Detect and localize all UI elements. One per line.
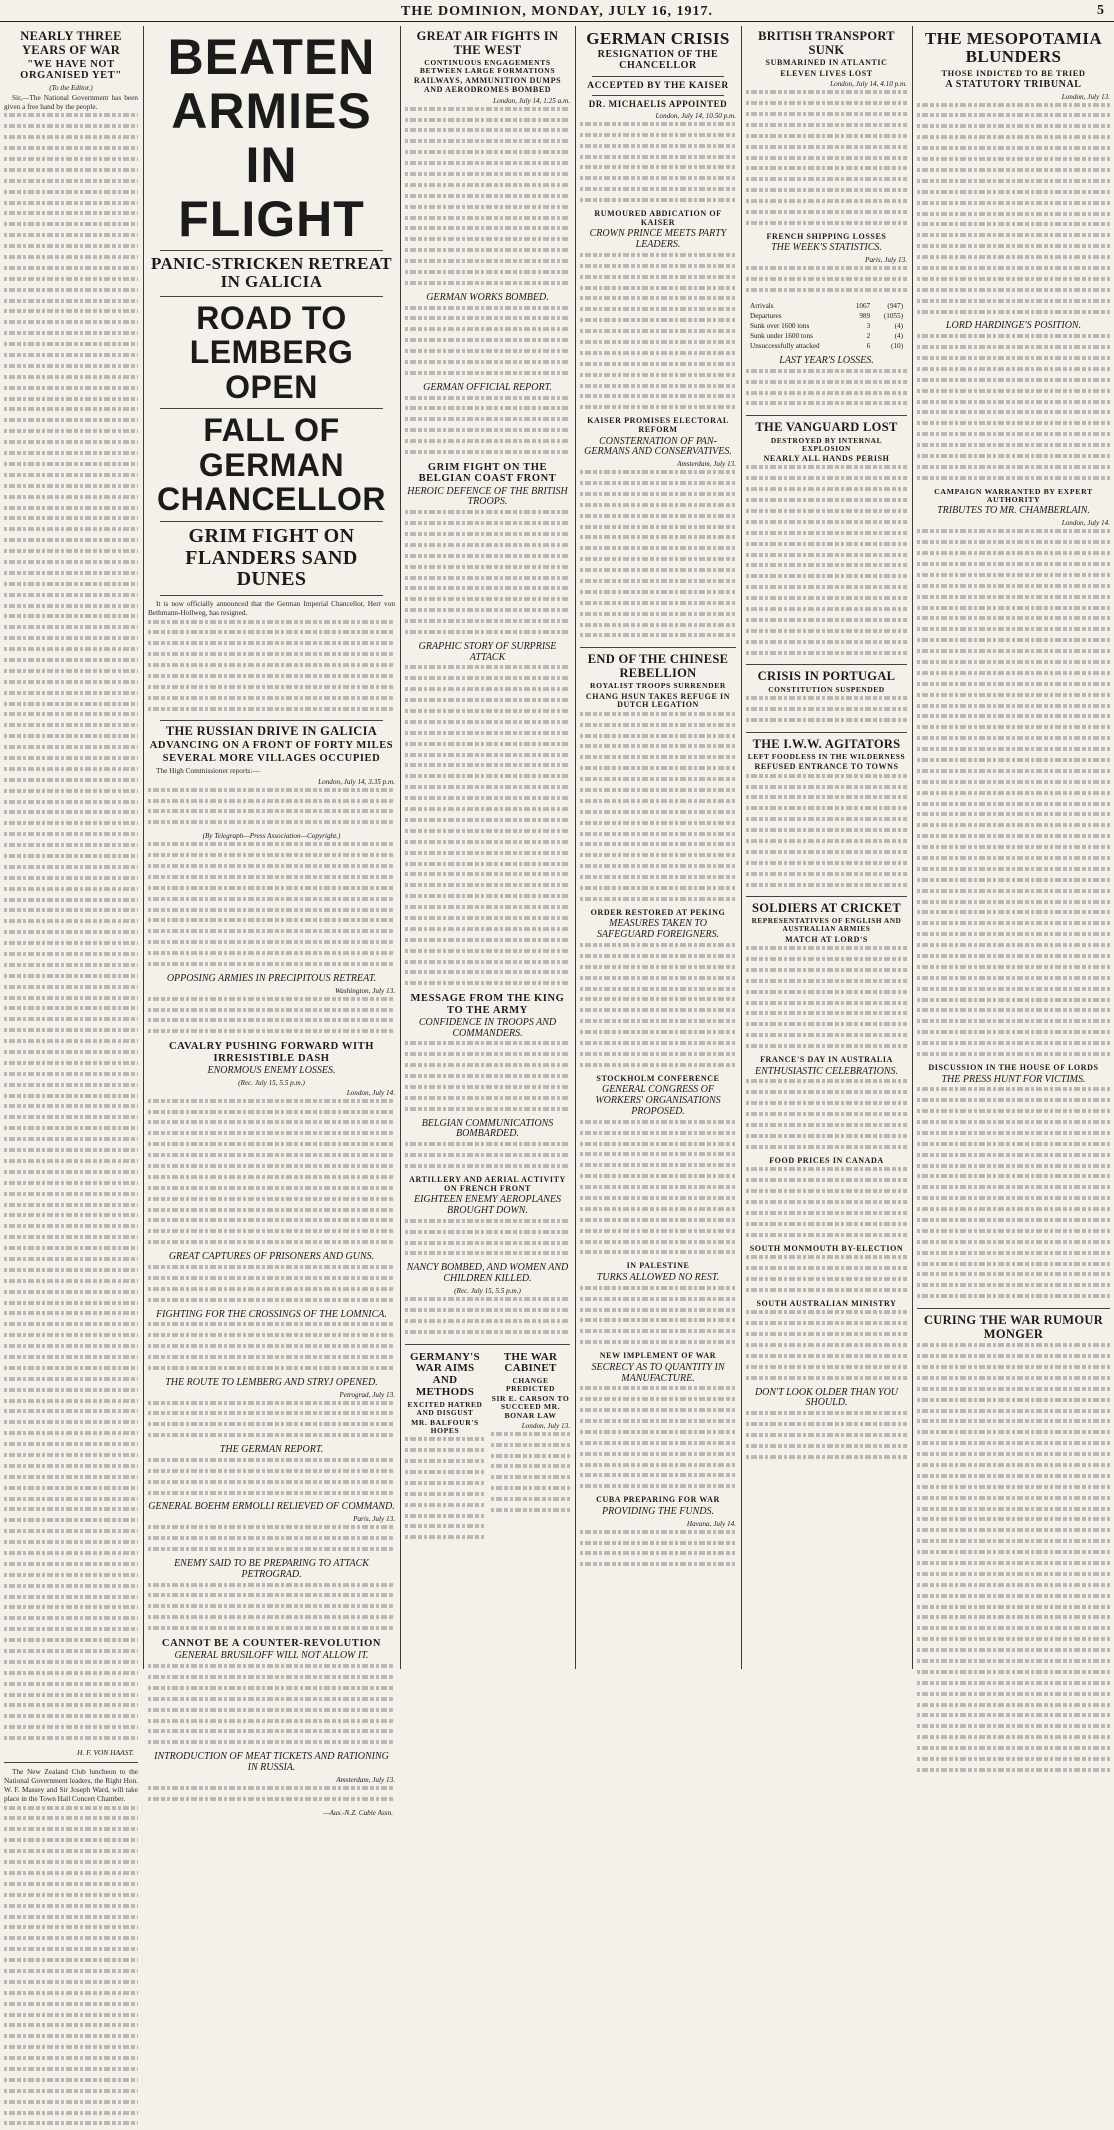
subheadline: ENEMY SAID TO BE PREPARING TO ATTACK PETROGRAD. (174, 1557, 369, 1580)
divider (160, 521, 383, 522)
war-cabinet-story (491, 1350, 570, 1548)
subheadline: FRANCE'S DAY IN AUSTRALIA (760, 1055, 893, 1065)
dateline: London, July 14, 1.25 a.m. (493, 96, 570, 105)
subheadline: LORD HARDINGE'S POSITION. (945, 320, 1082, 332)
divider (160, 720, 383, 721)
agency-credit: —Aus.-N.Z. Cable Assn. (323, 1808, 393, 1817)
subheadline: ROYALIST TROOPS SURRENDER (590, 681, 726, 691)
divider (746, 896, 907, 897)
table-cell: 2 (866, 331, 871, 340)
divider (405, 1344, 570, 1345)
subheadline: NEARLY ALL HANDS PERISH (763, 453, 890, 463)
subheadline: FIGHTING FOR THE CROSSINGS OF THE LOMNICA. (156, 1308, 387, 1320)
headline: CURING THE WAR RUMOUR MONGER (923, 1313, 1104, 1341)
subheadline: CUBA PREPARING FOR WAR (596, 1495, 720, 1505)
body-text (746, 946, 907, 1053)
headline: THE MESOPOTAMIA BLUNDERS (924, 29, 1103, 67)
table-row (748, 332, 905, 340)
body-text (580, 1386, 736, 1493)
subheadline: MR. BALFOUR'S HOPES (411, 1417, 479, 1436)
bottom-split (405, 1350, 570, 1548)
to-editor: (To the Editor.) (49, 83, 93, 92)
table-cell: Departures (750, 311, 782, 320)
table-cell: (1055) (883, 311, 903, 320)
column-rule (741, 26, 742, 1669)
body-text (580, 253, 736, 414)
subheadline: IN PALESTINE (626, 1261, 690, 1271)
body-text (746, 266, 907, 297)
received-line: (Rec. July 15, 5.5 p.m.) (238, 1078, 305, 1087)
body-text (148, 788, 395, 830)
body-text (148, 1786, 395, 1806)
subheadline: CAMPAIGN WARRANTED BY EXPERT AUTHORITY (934, 486, 1093, 505)
main-headline: BEATEN ARMIES IN FLIGHT (167, 29, 376, 247)
body-text (148, 1265, 395, 1307)
body-text (746, 696, 907, 727)
subheadline: SEVERAL MORE VILLAGES OCCUPIED (162, 753, 381, 765)
table-cell: 1067 (855, 301, 871, 310)
body-text (405, 1437, 485, 1544)
subheadline: CROWN PRINCE MEETS PARTY LEADERS. (589, 228, 727, 251)
subheadline: DESTROYED BY INTERNAL EXPLOSION (770, 435, 883, 453)
body-text (580, 943, 736, 1072)
column-4 (580, 28, 736, 1669)
body-text (580, 712, 736, 906)
headline: GERMAN CRISIS (586, 29, 730, 48)
headline: THE VANGUARD LOST (755, 420, 898, 435)
subheadline: NEW IMPLEMENT OF WAR (599, 1351, 717, 1361)
subheadline: GENERAL BRUSILOFF WILL NOT ALLOW IT. (174, 1650, 369, 1662)
subheadline: MESSAGE FROM THE KING TO THE ARMY (410, 993, 565, 1016)
table-cell: 3 (866, 321, 871, 330)
headline: NEARLY THREE YEARS OF WAR (20, 29, 122, 57)
body-text (148, 997, 395, 1039)
subheadline: EIGHTEEN ENEMY AEROPLANES BROUGHT DOWN. (413, 1194, 562, 1216)
subheadline: CONFIDENCE IN TROOPS AND COMMANDERS. (418, 1016, 557, 1039)
body-text (746, 1310, 907, 1384)
table-row (748, 322, 905, 330)
dateline: Paris, July 13. (353, 1515, 395, 1524)
headline: GERMANY'S WAR AIMS AND METHODS (410, 1350, 480, 1399)
dateline: London, July 14, 4.10 p.m. (830, 80, 907, 89)
body-text (917, 529, 1110, 1061)
subheadline: CONSTERNATION OF PAN-GERMANS AND CONSERVATIVES. (584, 435, 732, 458)
body-text (405, 1219, 570, 1261)
body-text (405, 665, 570, 990)
column-5 (746, 28, 907, 1669)
body-text (746, 774, 907, 892)
divider (160, 296, 383, 297)
subheadline: KAISER PROMISES ELECTORAL REFORM (587, 416, 729, 434)
divider (160, 408, 383, 409)
subheadline: REPRESENTATIVES OF ENGLISH AND AUSTRALIAN ARMIES (751, 916, 902, 933)
divider (4, 1762, 138, 1763)
dateline: Havana, July 14. (686, 1519, 736, 1528)
subheadline: ADVANCING ON A FRONT OF FORTY MILES (149, 740, 394, 752)
column-3 (405, 28, 570, 1669)
headline: ROAD TO LEMBERG OPEN (189, 299, 354, 405)
column-6 (917, 28, 1110, 1669)
dateline: Paris, July 13. (865, 256, 907, 265)
body-text (917, 103, 1110, 319)
subheadline: LEFT FOODLESS IN THE WILDERNESS (747, 752, 906, 762)
table-cell: 989 (859, 311, 871, 320)
subheadline: OPPOSING ARMIES IN PRECIPITOUS RETREAT. (166, 972, 377, 984)
body-text (746, 465, 907, 659)
body-text (746, 1255, 907, 1297)
subheadline: GRAPHIC STORY OF SURPRISE ATTACK (418, 640, 557, 663)
subheadline: DISCUSSION IN THE HOUSE OF LORDS (928, 1062, 1099, 1072)
subheadline: ARTILLERY AND AERIAL ACTIVITY ON FRENCH FRONT (409, 1174, 566, 1193)
body-text (746, 1411, 907, 1463)
headline: THE RUSSIAN DRIVE IN GALICIA (165, 723, 378, 738)
subheadline: THE PRESS HUNT FOR VICTIMS. (941, 1073, 1086, 1085)
subheadline: CANNOT BE A COUNTER-REVOLUTION (161, 1638, 382, 1649)
headline: GRIM FIGHT ON FLANDERS SAND DUNES (185, 525, 358, 591)
dateline: London, July 14, 3.35 p.m. (318, 777, 395, 786)
body-text (148, 1664, 395, 1749)
body-text (491, 1432, 570, 1517)
subheadline: GERMAN WORKS BOMBED. (426, 291, 549, 303)
subheadline: HEROIC DEFENCE OF THE BRITISH TROOPS. (407, 485, 568, 508)
body-text (405, 1041, 570, 1115)
column-rule (143, 26, 144, 1669)
headline: THE I.W.W. AGITATORS (752, 736, 901, 751)
dateline: Petrograd, July 13. (339, 1390, 395, 1399)
subheadline: INTRODUCTION OF MEAT TICKETS AND RATIONING IN RUSSIA. (154, 1751, 389, 1774)
divider (746, 415, 907, 416)
subheadline: THE WEEK'S STATISTICS. (771, 242, 882, 254)
received-line: (Rec. July 15, 5.5 p.m.) (454, 1286, 521, 1295)
table-row (748, 342, 905, 350)
subheadline: DR. MICHAELIS APPOINTED (588, 99, 728, 110)
subheadline: SUBMARINED IN ATLANTIC (765, 58, 888, 67)
body-text (148, 1525, 395, 1556)
club-lead: The New Zealand Club luncheon to the National Government leaders, the Right Hon. W. F. Massey and Sir Joseph Ward, will take place in the Town Hall Concert Chamber. (4, 1767, 138, 1803)
subheadline: THE ROUTE TO LEMBERG AND STRYJ OPENED. (165, 1376, 378, 1388)
subheadline: SOUTH MONMOUTH BY-ELECTION (749, 1243, 904, 1253)
table-row (748, 302, 905, 310)
body-text (580, 1530, 736, 1572)
headline: CRISIS IN PORTUGAL (757, 669, 896, 684)
subheadline: GRIM FIGHT ON THE BELGIAN COAST FRONT (418, 461, 557, 485)
subheadline: GERMAN OFFICIAL REPORT. (423, 381, 552, 393)
body-text (4, 1806, 138, 2130)
subheadline: ENTHUSIASTIC CELEBRATIONS. (755, 1065, 898, 1077)
subheadline: REFUSED ENTRANCE TO TOWNS (754, 762, 899, 772)
body-text (580, 1286, 736, 1349)
headline: SOLDIERS AT CRICKET (751, 901, 902, 916)
subheadline: FRENCH SHIPPING LOSSES (766, 231, 887, 241)
divider (746, 664, 907, 665)
source-line: The High Commissioner reports:— (156, 765, 260, 775)
subheadline: SIR E. CARSON TO SUCCEED MR. BONAR LAW (491, 1394, 570, 1420)
subheadline: ACCEPTED BY THE KAISER (587, 80, 729, 91)
divider (746, 732, 907, 733)
body-text (917, 1343, 1110, 1777)
subheadline: RAILWAYS, AMMUNITION DUMPS AND AERODROMES BOMBED (413, 76, 562, 94)
subheadline: LAST YEAR'S LOSSES. (779, 354, 874, 366)
divider (592, 76, 724, 77)
dateline: Amsterdam, July 13. (336, 1775, 395, 1784)
letter-signoff: H. F. VON HAAST. (76, 1748, 134, 1758)
body-text (405, 396, 570, 459)
divider (592, 95, 724, 96)
headline: FALL OF GERMAN CHANCELLOR (157, 412, 386, 518)
divider (580, 647, 736, 648)
subheadline: FOOD PRICES IN CANADA (769, 1155, 884, 1165)
body-text (148, 1322, 395, 1374)
body-text (4, 113, 138, 1745)
subheadline: THE GERMAN REPORT. (219, 1444, 324, 1456)
subheadline: NANCY BOMBED, AND WOMEN AND CHILDREN KILLED. (406, 1262, 569, 1285)
dateline: London, July 14. (1061, 519, 1110, 528)
lead-paragraph: It is now officially announced that the German Imperial Chancellor, Herr von Bethmann-Hollweg, has resigned. (148, 598, 395, 617)
table-cell: Arrivals (750, 301, 774, 310)
subheadline: RESIGNATION OF THE CHANCELLOR (597, 49, 719, 72)
body-text (405, 306, 570, 380)
war-aims-story (405, 1350, 485, 1548)
column-rule (400, 26, 401, 1669)
subheadline: RUMOURED ABDICATION OF KAISER (594, 209, 722, 227)
table-cell: Sunk under 1600 tons (750, 331, 813, 340)
body-text (148, 1401, 395, 1443)
table-cell: Unsuccessfully attacked (750, 341, 820, 350)
table-cell: (10) (891, 341, 903, 350)
subheadline: TURKS ALLOWED NO REST. (596, 1271, 720, 1283)
body-text (746, 1167, 907, 1241)
body-text (746, 1079, 907, 1153)
table-cell: (4) (894, 321, 903, 330)
subheadline: TRIBUTES TO MR. CHAMBERLAIN. (937, 505, 1090, 517)
dateline: London, July 13. (521, 1421, 570, 1430)
masthead (0, 0, 1114, 22)
table-cell: 6 (866, 341, 871, 350)
subheadline: MATCH AT LORD'S (785, 934, 868, 944)
body-text (148, 842, 395, 971)
divider (160, 595, 383, 596)
dateline: Washington, July 13. (334, 986, 395, 995)
headline: THE WAR CABINET (503, 1350, 558, 1375)
subheadline: DON'T LOOK OLDER THAN YOU SHOULD. (754, 1386, 899, 1409)
subheadline: SECRECY AS TO QUANTITY IN MANUFACTURE. (591, 1361, 725, 1384)
letter-lead: Sir,—The National Government has been given a free hand by the people. (4, 92, 138, 111)
body-text (405, 1297, 570, 1339)
dateline: London, July 14. (346, 1088, 395, 1097)
body-text (746, 369, 907, 411)
body-text (917, 1087, 1110, 1303)
body-text (917, 334, 1110, 484)
subheadline: ELEVEN LIVES LOST (780, 68, 873, 78)
body-text (148, 620, 395, 716)
body-text (580, 1120, 736, 1260)
subheadline: THOSE INDICTED TO BE TRIED (941, 68, 1086, 78)
column-1 (4, 28, 138, 1803)
subheadline: CAVALRY PUSHING FORWARD WITH IRRESISTIBLE DASH (169, 1041, 374, 1064)
headline: END OF THE CHINESE REBELLION (587, 652, 729, 680)
subheadline: EXCITED HATRED AND DISGUST (407, 1400, 483, 1417)
subheadline: BELGIAN COMMUNICATIONS BOMBARDED. (421, 1117, 554, 1140)
body-text (580, 122, 736, 207)
table-cell: Sunk over 1600 tons (750, 321, 810, 330)
subheadline: ENORMOUS ENEMY LOSSES. (207, 1064, 336, 1076)
subheadline: SOUTH AUSTRALIAN MINISTRY (756, 1298, 897, 1308)
subheadline: CONSTITUTION SUSPENDED (768, 684, 885, 694)
table-cell: (4) (894, 331, 903, 340)
dateline: Amsterdam, July 13. (677, 460, 736, 469)
body-text (580, 470, 736, 642)
subheadline: CHANG HSUN TAKES REFUGE IN DUTCH LEGATION (585, 691, 731, 710)
subheadline: MEASURES TAKEN TO SAFEGUARD FOREIGNERS. (596, 918, 720, 941)
headline: GREAT AIR FIGHTS IN THE WEST (416, 29, 559, 57)
table-row (748, 312, 905, 320)
body-text (405, 510, 570, 639)
body-text (148, 1099, 395, 1249)
divider (917, 1308, 1110, 1309)
subheadline: STOCKHOLM CONFERENCE (596, 1073, 720, 1083)
body-text (746, 90, 907, 230)
column-rule (575, 26, 576, 1669)
body-text (148, 1458, 395, 1500)
divider (160, 250, 383, 251)
column-2 (148, 28, 395, 1817)
subheadline: GENERAL BOEHM ERMOLLI RELIEVED OF COMMAND. (148, 1501, 395, 1513)
headline: PANIC-STRICKEN RETREAT IN GALICIA (150, 254, 392, 292)
column-rule (912, 26, 913, 1669)
subheadline: "WE HAVE NOT ORGANISED YET" (20, 59, 122, 82)
dateline: London, July 14, 10.50 p.m. (655, 111, 736, 120)
subheadline: A STATUTORY TRIBUNAL (945, 78, 1082, 90)
subheadline: CHANGE PREDICTED (506, 1376, 555, 1394)
subheadline: PROVIDING THE FUNDS. (602, 1505, 714, 1517)
subheadline: GENERAL CONGRESS OF WORKERS' ORGANISATIONS PROPOSED. (595, 1084, 721, 1117)
dateline: London, July 13. (1061, 92, 1110, 101)
body-text (405, 107, 570, 290)
headline: BRITISH TRANSPORT SUNK (758, 29, 895, 57)
page-number: 5 (1097, 3, 1104, 18)
body-text (405, 1142, 570, 1173)
telegraph-credit: (By Telegraph—Press Association—Copyright.) (202, 832, 341, 841)
subheadline: ORDER RESTORED AT PEKING (590, 907, 726, 917)
body-text (148, 1583, 395, 1635)
table-cell: (947) (887, 301, 903, 310)
subheadline: CONTINUOUS ENGAGEMENTS BETWEEN LARGE FORMATIONS (419, 58, 556, 76)
shipping-table (746, 300, 907, 352)
subheadline: GREAT CAPTURES OF PRISONERS AND GUNS. (168, 1251, 375, 1263)
newspaper-title: THE DOMINION, MONDAY, JULY 16, 1917. (400, 4, 713, 19)
